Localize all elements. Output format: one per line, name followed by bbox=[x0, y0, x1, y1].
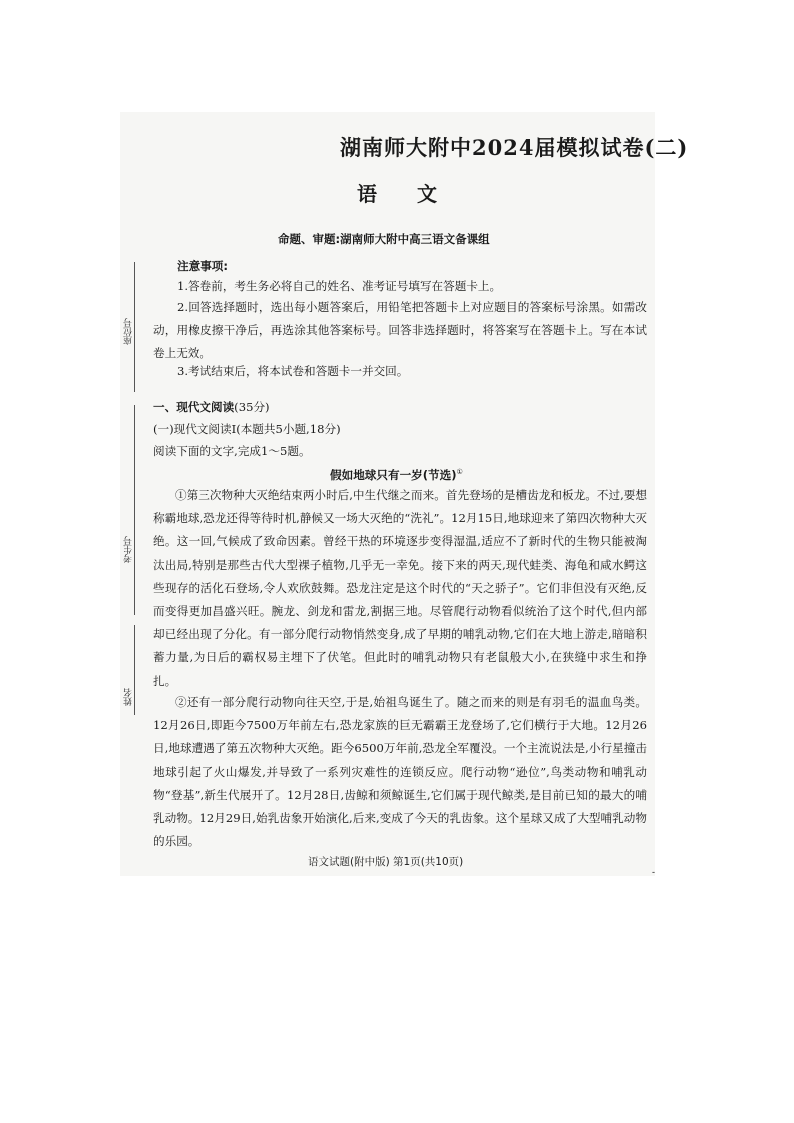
corner-mark: - bbox=[652, 868, 656, 878]
section-heading bbox=[153, 402, 270, 414]
notice-heading: 注意事项: bbox=[177, 259, 229, 273]
notice-item-3: 3.考试结束后，将本试卷和答题卡一并交回。 bbox=[177, 364, 409, 378]
exam-title: 湖南师大附中2024届模拟试卷(二) bbox=[340, 135, 689, 160]
exam-number-label: 考生号 bbox=[124, 536, 134, 563]
article-footnote-mark: ① bbox=[456, 468, 463, 476]
subject-title: 语文 bbox=[357, 182, 477, 206]
notice-item-1: 1.答卷前，考生务必将自己的姓名、准考证号填写在答题卡上。 bbox=[177, 279, 502, 293]
page-footer: 语文试题(附中版) 第1页(共10页) bbox=[308, 856, 464, 868]
seat-number-label: 座位号 bbox=[124, 318, 134, 345]
article-paragraph-1: ①第三次物种大灭绝结束两小时后,中生代继之而来。首先登场的是槽齿龙和板龙。不过,要想称霸地球,恐龙还得等待时机,静候又一场大灭绝的“洗礼”。12月15日,地球迎来了第四次物种大灭绝。这一回,气候成了致命因素。曾经干热的环境逐步变得湿温,适应不了新时代的生物只能被淘汰出局,特别是那些古代大型裸子植物,几乎无一幸免。接下来的两天,现代蛙类、海龟和咸水鳄这些现存的活化石登场,令人欢欣鼓舞。恐龙注定是这个时代的“天之骄子”。它们非但没有灭绝,反而变得更加昌盛兴旺。腕龙、剑龙和雷龙,割据三地。尽管爬行动物看似统治了这个时代,但内部却已经出现了分化。有一部分爬行动物悄然变身,成了早期的哺乳动物,它们在大地上游走,暗暗积蓄力量,为日后的霸权易主埋下了伏笔。但此时的哺乳动物只有老鼠般大小,在狭缝中求生和挣扎。 bbox=[153, 488, 647, 688]
section-title: 一、现代文阅读 bbox=[153, 400, 235, 414]
article-paragraph-2: ②还有一部分爬行动物向往天空,于是,始祖鸟诞生了。随之而来的则是有羽毛的温血鸟类。12月26日,即距今7500万年前左右,恐龙家族的巨无霸霸王龙登场了,它们横行于大地。12月26日,地球遭遇了第五次物种大灭绝。距今6500万年前,恐龙全军覆没。一个主流说法是,小行星撞击地球引起了火山爆发,并导致了一系列灾难性的连锁反应。爬行动物“逊位”,鸟类动物和哺乳动物“登基”,新生代展开了。12月28日,齿鲸和须鲸诞生,它们属于现代鲸类,是目前已知的最大的哺乳动物。12月29日,始乳齿象开始演化,后来,变成了今天的乳齿象。这个星球又成了大型哺乳动物的乐园。 bbox=[153, 695, 647, 849]
article-title: 假如地球只有一岁(节选) bbox=[330, 467, 457, 482]
margin-line-middle bbox=[134, 405, 135, 615]
section-score: (35分) bbox=[234, 400, 270, 414]
setter-line: 命题、审题:湖南师大附中高三语文备课组 bbox=[278, 232, 490, 246]
reading-instruction: 阅读下面的文字,完成1～5题。 bbox=[153, 444, 311, 458]
name-label: 姓名 bbox=[124, 688, 134, 706]
article-title-line bbox=[330, 469, 463, 481]
sub-section-title: (一)现代文阅读Ⅰ(本题共5小题,18分) bbox=[153, 422, 341, 436]
notice-item-2: 2.回答选择题时，选出每小题答案后，用铅笔把答题卡上对应题目的答案标号涂黑。如需改动，用橡皮擦干净后，再选涂其他答案标号。回答非选择题时，将答案写在答题卡上。写在本试卷上无效。 bbox=[153, 300, 647, 361]
